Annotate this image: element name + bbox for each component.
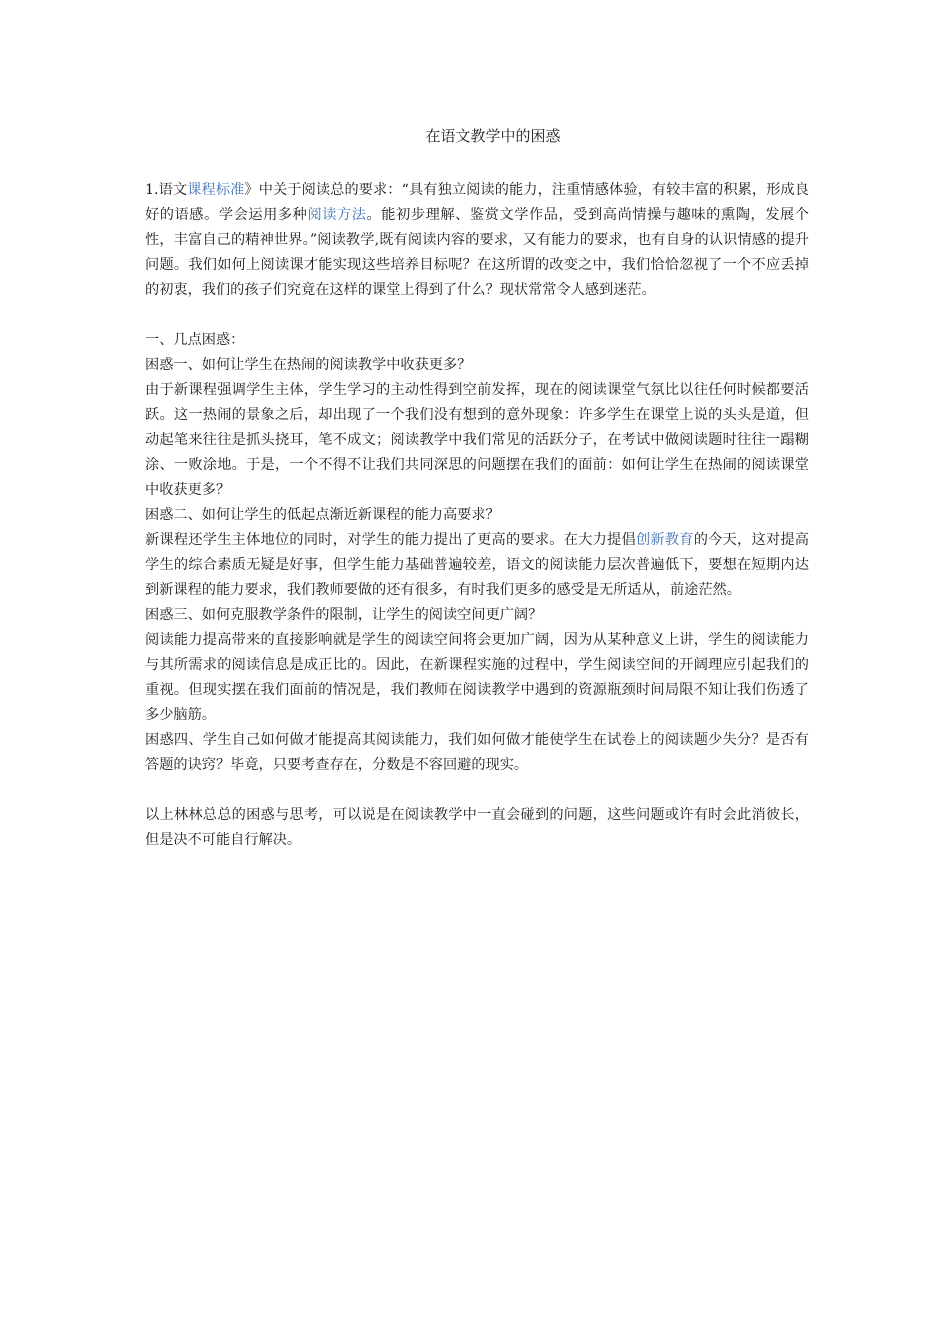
innovation-education-link[interactable]: 创新教育 [635,532,694,548]
puzzle-4: 困惑四、学生自己如何做才能提高其阅读能力，我们如何做才能使学生在试卷上的阅读题少失分？是否有答题的诀窍？毕竟，只要考查存在，分数是不容回避的现实。 [145,732,809,773]
intro-text-3: 。能初步理解、鉴赏文学作品，受到高尚情操与趣味的熏陶，发展个性，丰富自己的精神世界。”阅读教学,既有阅读内容的要求，又有能力的要求，也有自身的认识情感的提升问题。我们如何上阅读课才能实现这些培养目标呢？在这所谓的改变之中，我们恰恰忽视了一个不应丢掉的初衷，我们的孩子们究竟在这样的课堂上得到了什么？现状常常令人感到迷茫。 [145,207,809,298]
puzzle-2-title: 困惑二、如何让学生的低起点渐近新课程的能力高要求？ [145,507,500,523]
puzzle-3-body: 阅读能力提高带来的直接影响就是学生的阅读空间将会更加广阔，因为从某种意义上讲，学生的阅读能力与其所需求的阅读信息是成正比的。因此，在新课程实施的过程中，学生阅读空间的开阔理应引起我们的重视。但现实摆在我们面前的情况是，我们教师在阅读教学中遇到的资源瓶颈时间局限不知让我们伤透了多少脑筋。 [145,632,809,723]
puzzle-2-text-1: 新课程还学生主体地位的同时，对学生的能力提出了更高的要求。在大力提倡 [145,532,636,548]
puzzle-2-text-2: 的今天，这对提高学生的综合素质无疑是好事，但学生能力基础普遍较差，语文的阅读能力层次普遍低下，要想在短期内达到新课程的能力要求，我们教师要做的还有很多，有时我们更多的感受是无所适从，前途茫然。 [145,532,809,598]
puzzle-1-title: 困惑一、如何让学生在热闹的阅读教学中收获更多？ [145,357,472,373]
paragraph-spacer [145,303,809,328]
conclusion-paragraph: 以上林林总总的困惑与思考，可以说是在阅读教学中一直会碰到的问题，这些问题或许有时会此消彼长，但是决不可能自行解决。 [145,807,809,848]
reading-method-link[interactable]: 阅读方法 [307,207,367,223]
puzzle-2-body [145,528,809,603]
document-title: 在语文教学中的困惑 [425,127,561,145]
puzzle-3-title: 困惑三、如何克服教学条件的限制，让学生的阅读空间更广阔？ [145,607,543,623]
intro-paragraph [145,178,809,303]
intro-text-2: 》中关于阅读总的要求：“具有独立阅读的能力，注重情感体验，有较丰富的积累，形成良好的语感。学会运用多种 [145,182,809,223]
curriculum-standard-link[interactable]: 课程标准 [187,182,245,198]
puzzle-1-body: 由于新课程强调学生主体，学生学习的主动性得到空前发挥，现在的阅读课堂气氛比以往任何时候都要活跃。这一热闹的景象之后，却出现了一个我们没有想到的意外现象：许多学生在课堂上说的头头是道，但动起笔来往往是抓头挠耳，笔不成文；阅读教学中我们常见的活跃分子，在考试中做阅读题时往往一蹋糊涂、一败涂地。于是，一个不得不让我们共同深思的问题摆在我们的面前：如何让学生在热闹的阅读课堂中收获更多？ [145,382,809,498]
paragraph-spacer [145,778,809,803]
document-page [145,124,809,853]
section-heading: 一、几点困惑： [145,332,245,348]
intro-text-1: 1.语文 [145,182,188,198]
